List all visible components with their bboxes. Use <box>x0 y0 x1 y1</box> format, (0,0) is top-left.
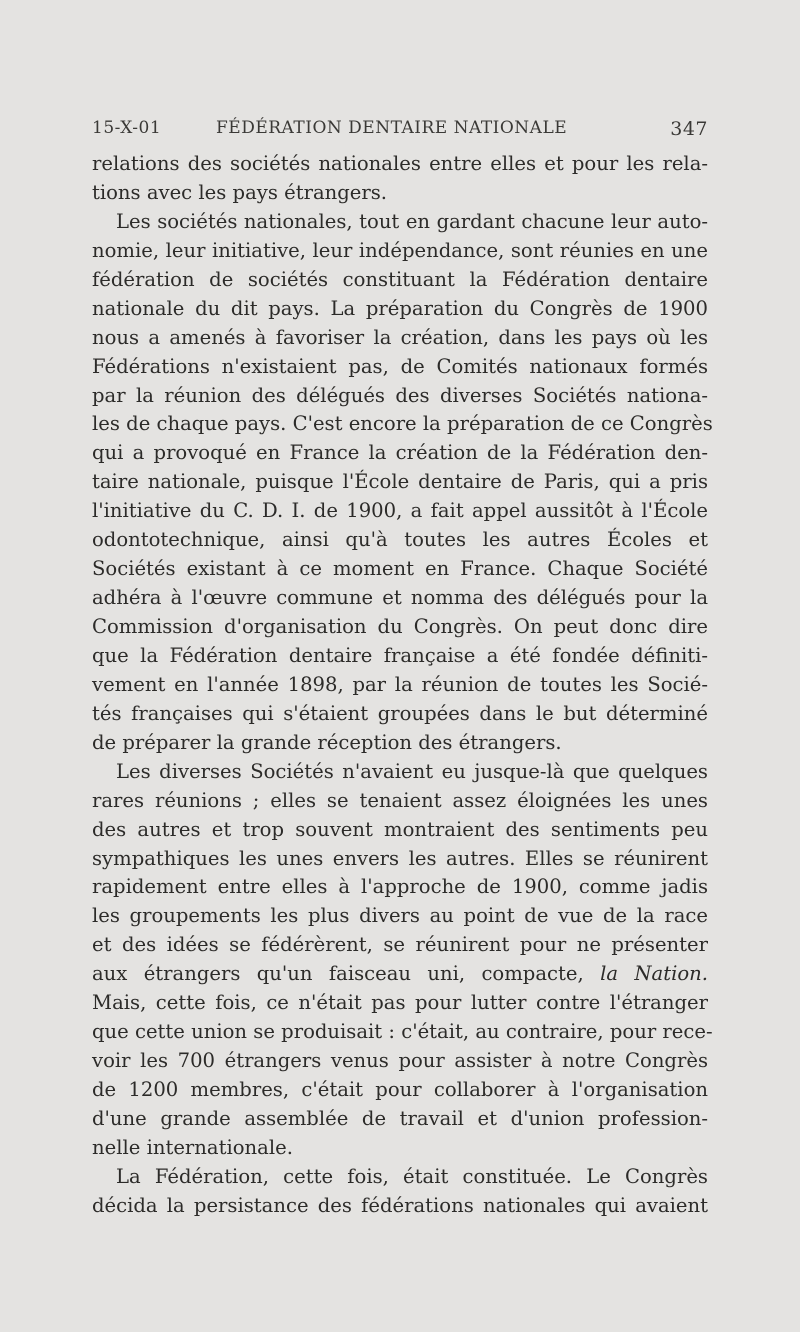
page-header <box>92 118 708 144</box>
text-line: décida la persistance des fédérations nationales qui avaient <box>92 1193 708 1217</box>
text-line: que la Fédération dentaire française a été fondée définiti- <box>92 643 708 667</box>
text-line <box>92 960 708 989</box>
text-line: La Fédération, cette fois, était constituée. Le Congrès <box>116 1164 708 1188</box>
text-line: taire nationale, puisque l'École dentaire de Paris, qui a pris <box>92 470 708 494</box>
issue-date: 15-X-01 <box>92 118 162 138</box>
text-line: d'une grande assemblée de travail et d'union profession- <box>92 1106 708 1130</box>
text-line: nomie, leur initiative, leur indépendance, sont réunies en une <box>92 238 708 262</box>
text-line: des autres et trop souvent montraient des sentiments peu <box>92 817 708 841</box>
text-line: vement en l'année 1898, par la réunion de toutes les Socié- <box>92 672 708 696</box>
text-line: Fédérations n'existaient pas, de Comités nationaux formés <box>92 354 708 378</box>
text-line: qui a provoqué en France la création de la Fédération den- <box>92 441 708 465</box>
text-line: nelle internationale. <box>92 1135 293 1159</box>
text-line: de préparer la grande réception des étrangers. <box>92 730 562 754</box>
text-line: adhéra à l'œuvre commune et nomma des délégués pour la <box>92 586 708 610</box>
text-line: relations des sociétés nationales entre elles et pour les rela- <box>92 152 708 175</box>
text-line: l'initiative du C. D. I. de 1900, a fait appel aussitôt à l'École <box>92 499 708 523</box>
text-line: par la réunion des délégués des diverses Sociétés nationa- <box>92 383 708 407</box>
text-line: tions avec les pays étrangers. <box>92 180 388 204</box>
text-line: Mais, cette fois, ce n'était pas pour lutter contre l'étranger <box>92 991 708 1015</box>
text-line: Commission d'organisation du Congrès. On peut donc dire <box>92 615 708 638</box>
text-line: sympathiques les unes envers les autres. Elles se réunirent <box>92 846 708 870</box>
text-line: que cette union se produisait : c'était, au contraire, pour rece- <box>92 1020 713 1044</box>
text-line: fédération de sociétés constituant la Fédération dentaire <box>92 267 708 291</box>
text-line: Les diverses Sociétés n'avaient eu jusque-là que quelques <box>116 759 708 783</box>
text-line: tés françaises qui s'étaient groupées dans le but déterminé <box>92 701 708 725</box>
text-line: les de chaque pays. C'est encore la préparation de ce Congrès <box>92 412 713 436</box>
running-title: FÉDÉRATION DENTAIRE NATIONALE <box>216 118 568 138</box>
text-line: rapidement entre elles à l'approche de 1900, comme jadis <box>92 875 708 899</box>
body-text <box>92 150 713 1221</box>
text-line: de 1200 membres, c'était pour collaborer à l'organisation <box>92 1078 708 1101</box>
text-line: et des idées se fédérèrent, se réunirent pour ne présenter <box>92 933 708 957</box>
text-line: nationale du dit pays. La préparation du Congrès de 1900 <box>92 296 708 320</box>
text-line: les groupements les plus divers au point de vue de la race <box>92 904 708 928</box>
text-line: voir les 700 étrangers venus pour assister à notre Congrès <box>92 1049 708 1073</box>
text-line-main: aux étrangers qu'un faisceau uni, compacte, <box>92 962 584 986</box>
italic-phrase: la Nation. <box>600 962 708 986</box>
text-line: rares réunions ; elles se tenaient assez éloignées les unes <box>92 788 708 812</box>
text-line: nous a amenés à favoriser la création, dans les pays où les <box>92 325 708 349</box>
text-line: Les sociétés nationales, tout en gardant chacune leur auto- <box>116 209 708 233</box>
page-number: 347 <box>670 118 708 140</box>
text-line: odontotechnique, ainsi qu'à toutes les autres Écoles et <box>92 528 708 552</box>
text-line: Sociétés existant à ce moment en France. Chaque Société <box>92 557 708 581</box>
